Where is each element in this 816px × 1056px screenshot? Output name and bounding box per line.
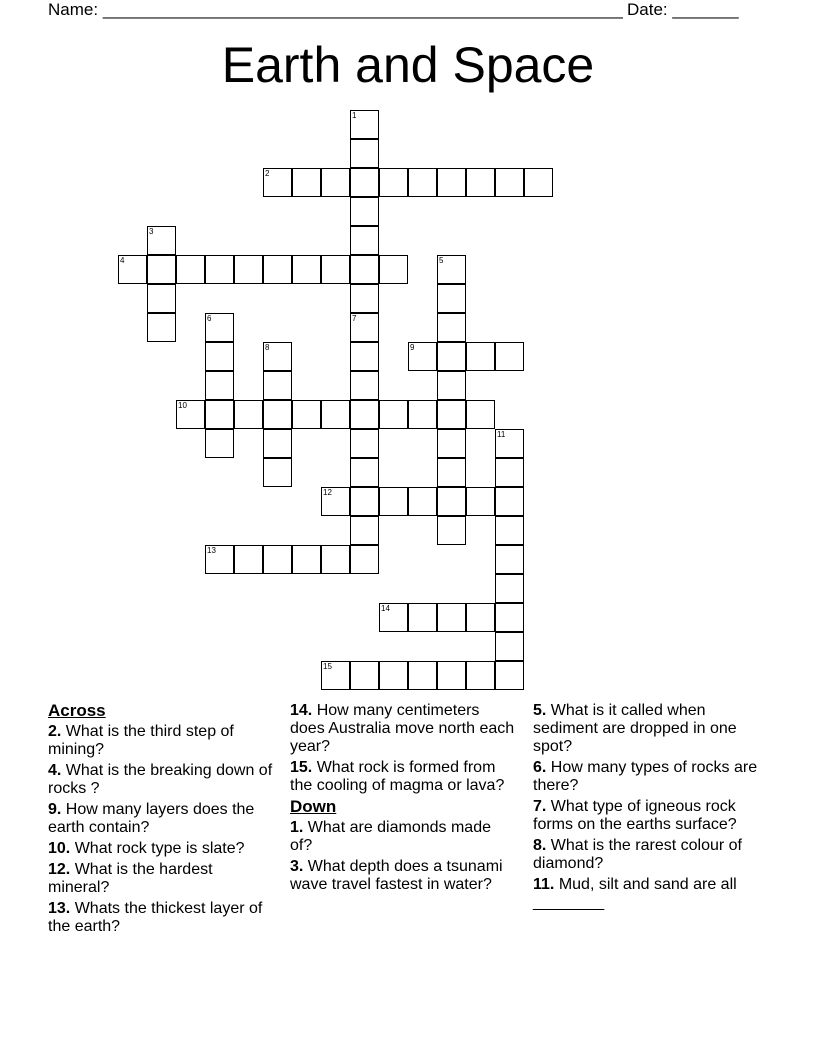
clue-across-14: 14. How many centimeters does Australia move north each year? — [290, 702, 515, 755]
clue-number-label: 4 — [120, 256, 125, 265]
grid-cell[interactable] — [350, 139, 379, 168]
clue-across-13: 13. Whats the thickest layer of the earth? — [48, 900, 263, 935]
clue-across-9: 9. How many layers does the earth contain? — [48, 801, 255, 836]
clue-number-label: 6 — [207, 314, 212, 323]
grid-cell[interactable] — [437, 487, 466, 516]
clue-number-label: 14 — [381, 604, 390, 613]
grid-cell[interactable] — [466, 661, 495, 690]
grid-cell[interactable] — [495, 168, 524, 197]
grid-cell[interactable] — [495, 545, 524, 574]
grid-cell[interactable] — [495, 661, 524, 690]
clue-number-label: 11 — [497, 430, 506, 439]
grid-cell[interactable] — [495, 487, 524, 516]
clue-across-4: 4. What is the breaking down of rocks ? — [48, 762, 273, 797]
grid-cell[interactable] — [437, 429, 466, 458]
grid-cell[interactable] — [466, 342, 495, 371]
grid-cell[interactable] — [379, 661, 408, 690]
clue-number-label: 7 — [352, 314, 357, 323]
clues-column-2 — [290, 702, 515, 897]
clue-number-label: 10 — [178, 401, 187, 410]
clue-number-label: 2 — [265, 169, 270, 178]
grid-cell[interactable] — [263, 255, 292, 284]
date-label: Date: — [627, 0, 668, 19]
grid-cell[interactable] — [350, 371, 379, 400]
grid-cell[interactable] — [350, 458, 379, 487]
grid-cell[interactable] — [263, 458, 292, 487]
grid-cell[interactable] — [495, 574, 524, 603]
grid-cell[interactable] — [437, 342, 466, 371]
grid-cell[interactable] — [437, 516, 466, 545]
grid-cell[interactable] — [263, 168, 292, 197]
grid-cell[interactable] — [205, 371, 234, 400]
grid-cell[interactable] — [495, 458, 524, 487]
grid-cell[interactable] — [408, 342, 437, 371]
grid-cell[interactable] — [437, 400, 466, 429]
grid-cell[interactable] — [263, 429, 292, 458]
grid-cell[interactable] — [408, 603, 437, 632]
clue-down-6: 6. How many types of rocks are there? — [533, 759, 758, 794]
clues-column-1 — [48, 702, 273, 939]
grid-cell[interactable] — [205, 342, 234, 371]
grid-cell[interactable] — [292, 255, 321, 284]
grid-cell[interactable] — [379, 400, 408, 429]
grid-cell[interactable] — [234, 400, 263, 429]
clue-down-3: 3. What depth does a tsunami wave travel fastest in water? — [290, 858, 503, 893]
grid-cell[interactable] — [437, 661, 466, 690]
page-title: Earth and Space — [221, 37, 595, 93]
clue-number-label: 13 — [207, 546, 216, 555]
clue-number-label: 12 — [323, 488, 332, 497]
grid-cell[interactable] — [350, 429, 379, 458]
grid-cell[interactable] — [466, 400, 495, 429]
grid-cell[interactable] — [147, 226, 176, 255]
grid-cell[interactable] — [321, 400, 350, 429]
grid-cell[interactable] — [292, 168, 321, 197]
grid-cell[interactable] — [350, 168, 379, 197]
grid-cell[interactable] — [350, 284, 379, 313]
grid-cell[interactable] — [205, 429, 234, 458]
grid-cell[interactable] — [408, 661, 437, 690]
grid-cell[interactable] — [466, 168, 495, 197]
clue-across-12: 12. What is the hardest mineral? — [48, 861, 213, 896]
grid-cell[interactable] — [379, 255, 408, 284]
clue-down-1: 1. What are diamonds made of? — [290, 819, 491, 854]
grid-cell[interactable] — [118, 255, 147, 284]
grid-cell[interactable] — [321, 168, 350, 197]
grid-cell[interactable] — [263, 400, 292, 429]
grid-cell[interactable] — [437, 313, 466, 342]
grid-cell[interactable] — [350, 487, 379, 516]
grid-cell[interactable] — [147, 313, 176, 342]
clue-down-5: 5. What is it called when sediment are dropped in one spot? — [533, 702, 737, 755]
grid-cell[interactable] — [379, 487, 408, 516]
grid-cell[interactable] — [350, 516, 379, 545]
grid-cell[interactable] — [350, 226, 379, 255]
grid-cell[interactable] — [292, 545, 321, 574]
grid-cell[interactable] — [350, 400, 379, 429]
name-blank[interactable]: _______________________________________________________ — [102, 0, 623, 19]
grid-cell[interactable] — [350, 342, 379, 371]
clue-number-label: 1 — [352, 111, 357, 120]
grid-cell[interactable] — [495, 342, 524, 371]
grid-cell[interactable] — [379, 168, 408, 197]
clues-column-3 — [533, 702, 773, 915]
grid-cell[interactable] — [437, 371, 466, 400]
down-heading: Down — [290, 797, 337, 816]
grid-cell[interactable] — [437, 168, 466, 197]
grid-cell[interactable] — [263, 371, 292, 400]
grid-cell[interactable] — [350, 545, 379, 574]
clue-number-label: 3 — [149, 227, 154, 236]
clue-number-label: 9 — [410, 343, 415, 352]
date-blank[interactable]: _______ — [672, 0, 739, 19]
grid-cell[interactable] — [350, 110, 379, 139]
clue-number-label: 5 — [439, 256, 444, 265]
clue-number-label: 15 — [323, 662, 332, 671]
clue-down-11: 11. Mud, silt and sand are all ________ — [533, 876, 737, 911]
grid-cell[interactable] — [408, 168, 437, 197]
grid-cell[interactable] — [176, 255, 205, 284]
clue-across-15: 15. What rock is formed from the cooling of magma or lava? — [290, 759, 505, 794]
grid-cell[interactable] — [205, 545, 234, 574]
grid-cell[interactable] — [205, 313, 234, 342]
grid-cell[interactable] — [408, 400, 437, 429]
grid-cell[interactable] — [350, 313, 379, 342]
grid-cell[interactable] — [321, 255, 350, 284]
grid-cell[interactable] — [263, 342, 292, 371]
grid-cell[interactable] — [437, 255, 466, 284]
grid-cell[interactable] — [466, 603, 495, 632]
grid-cell[interactable] — [292, 400, 321, 429]
name-label: Name: — [48, 0, 99, 19]
across-heading: Across — [48, 701, 106, 720]
grid-cell[interactable] — [263, 545, 292, 574]
grid-cell[interactable] — [147, 284, 176, 313]
grid-cell[interactable] — [234, 545, 263, 574]
grid-cell[interactable] — [350, 661, 379, 690]
grid-cell[interactable] — [205, 400, 234, 429]
grid-cell[interactable] — [495, 603, 524, 632]
clue-down-7: 7. What type of igneous rock forms on the earths surface? — [533, 798, 737, 833]
clue-number-label: 8 — [265, 343, 270, 352]
grid-cell[interactable] — [437, 284, 466, 313]
clue-across-2: 2. What is the third step of mining? — [48, 723, 234, 758]
grid-cell[interactable] — [437, 458, 466, 487]
grid-cell[interactable] — [437, 603, 466, 632]
grid-cell[interactable] — [205, 255, 234, 284]
grid-cell[interactable] — [495, 632, 524, 661]
grid-cell[interactable] — [379, 603, 408, 632]
grid-cell[interactable] — [524, 168, 553, 197]
grid-cell[interactable] — [495, 516, 524, 545]
grid-cell[interactable] — [234, 255, 263, 284]
grid-cell[interactable] — [147, 255, 176, 284]
grid-cell[interactable] — [321, 487, 350, 516]
grid-cell[interactable] — [408, 487, 437, 516]
clue-down-8: 8. What is the rarest colour of diamond? — [533, 837, 742, 872]
grid-cell[interactable] — [350, 197, 379, 226]
grid-cell[interactable] — [466, 487, 495, 516]
grid-cell[interactable] — [495, 429, 524, 458]
grid-cell[interactable] — [350, 255, 379, 284]
clue-across-10: 10. What rock type is slate? — [48, 840, 245, 857]
grid-cell[interactable] — [176, 400, 205, 429]
grid-cell[interactable] — [321, 545, 350, 574]
grid-cell[interactable] — [321, 661, 350, 690]
